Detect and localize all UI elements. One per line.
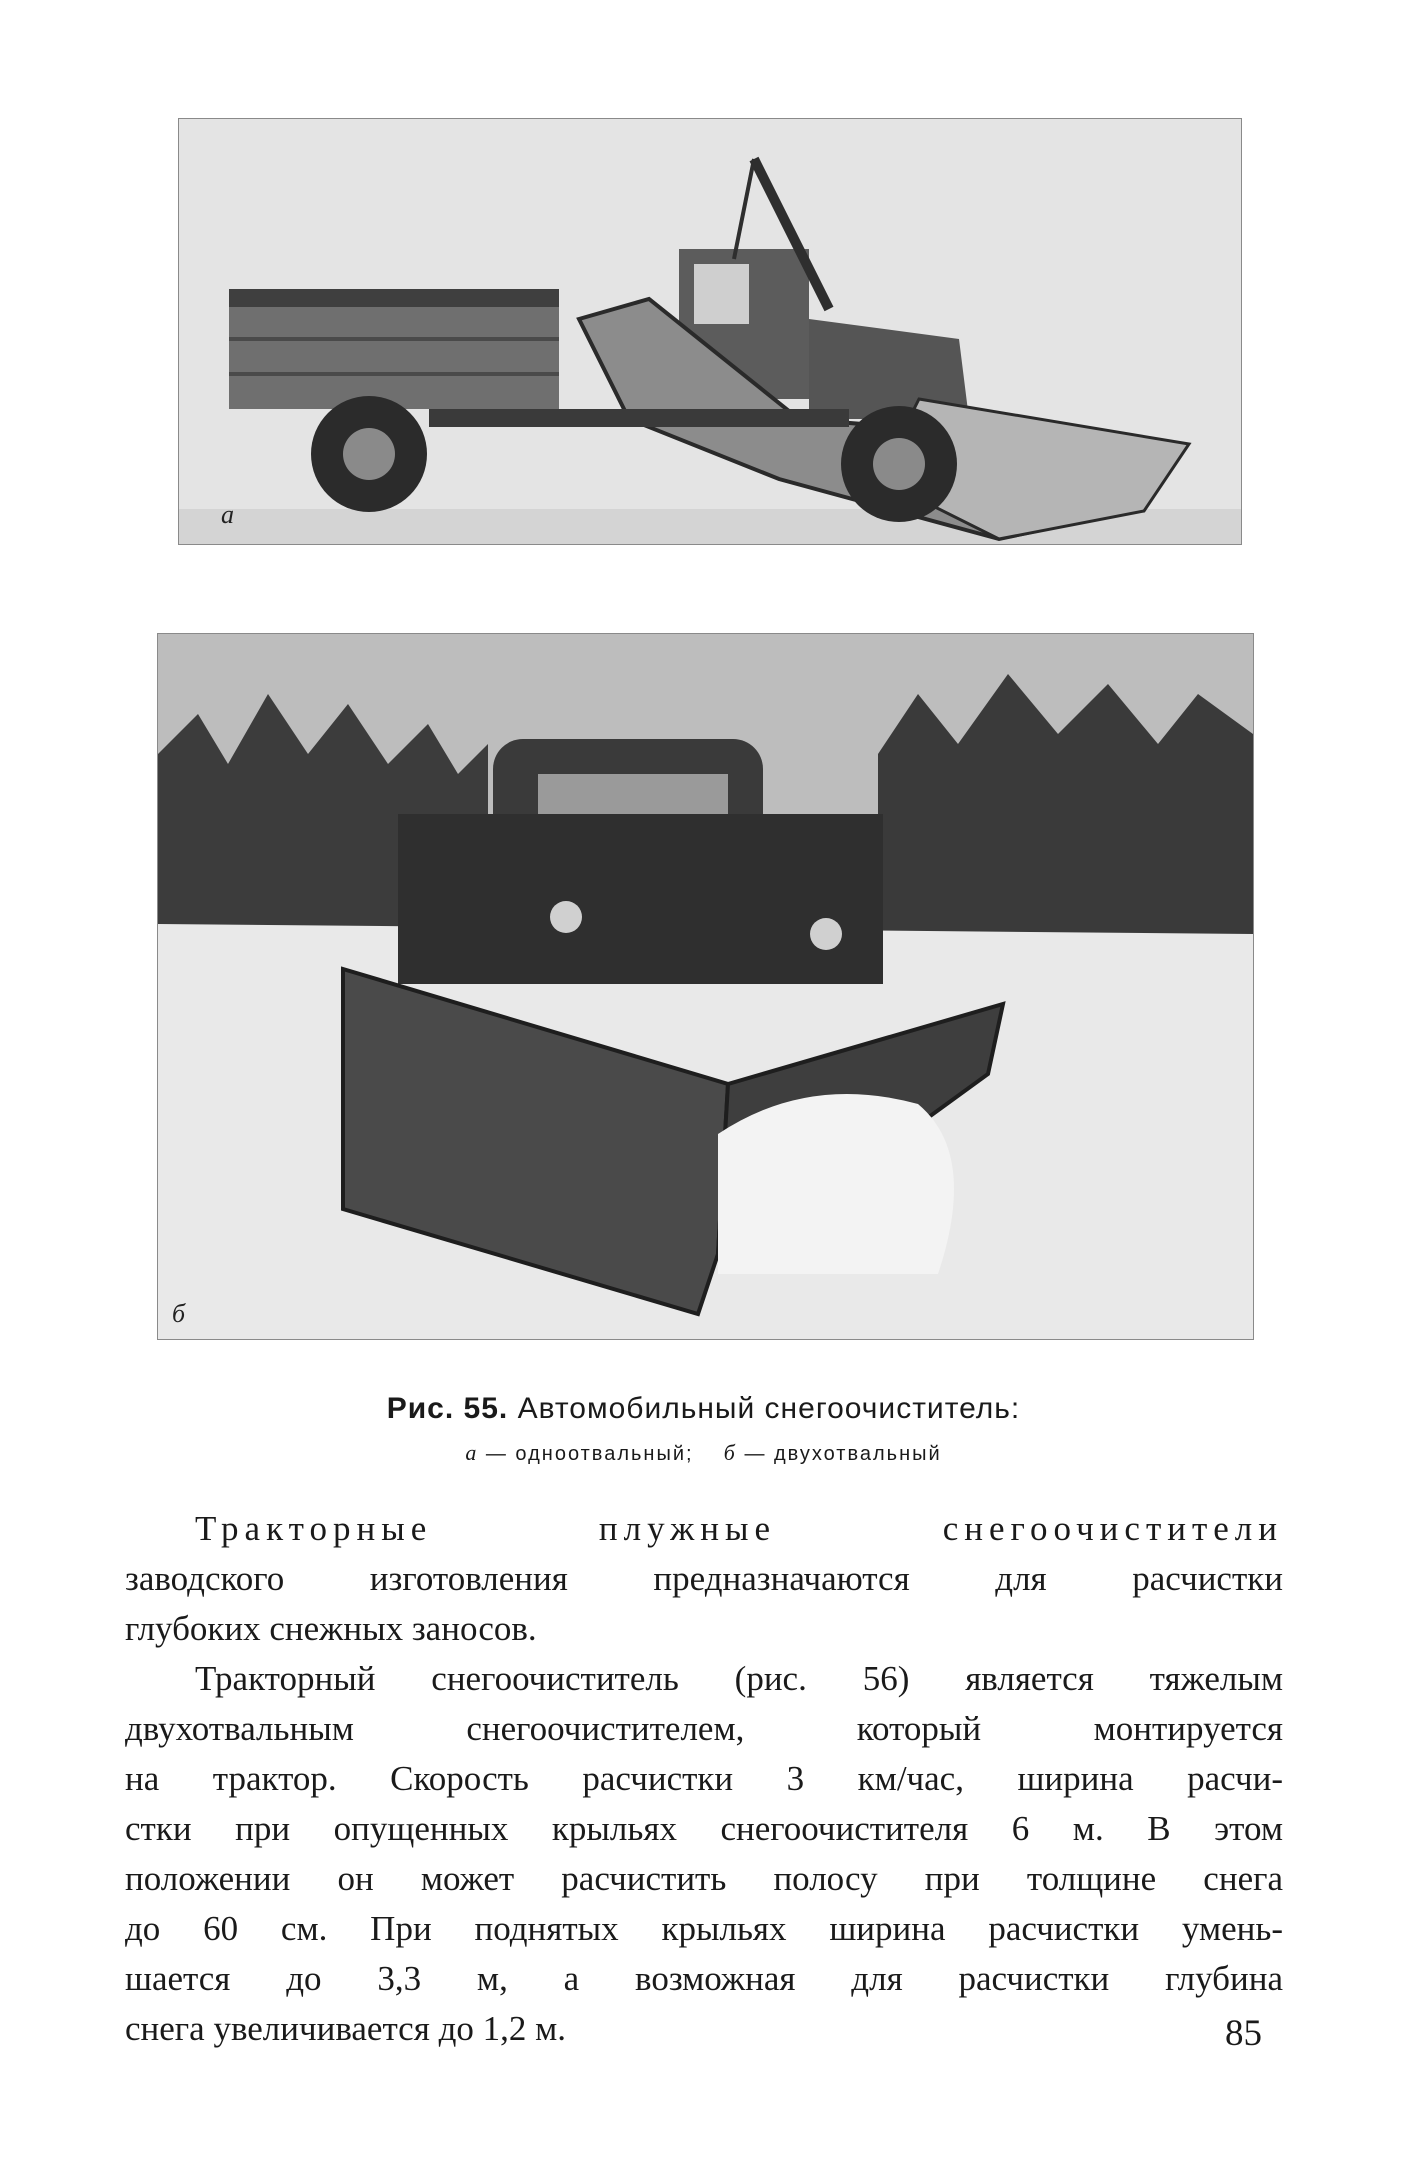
paragraph-2-line-4: стки при опущенных крыльях снегоочистителя 6 м. В этом: [125, 1809, 1283, 1848]
paragraph-2-line-3: на трактор. Скорость расчистки 3 км/час, ширина расчи-: [125, 1759, 1283, 1798]
legend-letter-b: б: [723, 1440, 737, 1465]
paragraph-1: [125, 1504, 1283, 1654]
paragraph-1-line-3: глубоких снежных заносов.: [125, 1609, 537, 1648]
figure-photo-a: [178, 118, 1242, 545]
paragraph-2-line-1: Тракторный снегоочиститель (рис. 56) является тяжелым: [195, 1659, 1283, 1698]
legend-text-b: — двухотвальный: [744, 1443, 942, 1465]
legend-letter-a: а: [465, 1440, 479, 1465]
figure-title: Автомобильный снегоочиститель:: [517, 1392, 1021, 1425]
paragraph-2-line-5: положении он может расчистить полосу при толщине снега: [125, 1859, 1283, 1898]
panel-letter-b: б: [172, 1299, 186, 1328]
paragraph-2-line-6: до 60 см. При поднятых крыльях ширина расчистки умень-: [125, 1909, 1283, 1948]
paragraph-2-line-8: снега увеличивается до 1,2 м.: [125, 2009, 567, 2048]
truck-snowplow-illustration: [179, 119, 1241, 544]
figure-photo-b: [157, 633, 1254, 1340]
figure-number: Рис. 55.: [386, 1392, 509, 1425]
two-blade-snowplow-illustration: [158, 634, 1253, 1339]
legend-text-a: — одноотвальный;: [485, 1443, 694, 1465]
figure-caption-legend: [0, 1440, 1407, 1466]
page-number: 85: [1225, 2013, 1262, 2054]
paragraph-2: [125, 1654, 1283, 2054]
paragraph-1-line-2: заводского изготовления предназначаются для расчистки: [125, 1559, 1283, 1598]
paragraph-2-line-2: двухотвальным снегоочистителем, который монтируется: [125, 1709, 1283, 1748]
paragraph-2-line-7: шается до 3,3 м, а возможная для расчистки глубина: [125, 1959, 1283, 1998]
panel-letter-a: а: [221, 500, 234, 529]
figure-caption-title: [0, 1392, 1407, 1426]
paragraph-1-line-1: Тракторные плужные снегоочистители: [195, 1509, 1283, 1548]
